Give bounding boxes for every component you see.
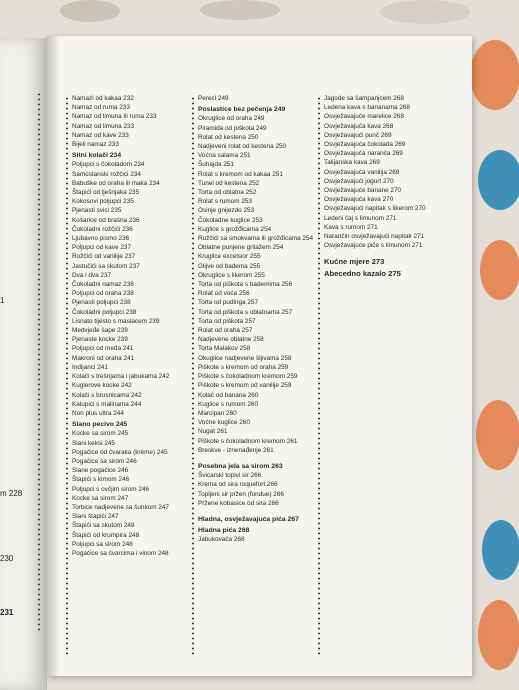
index-entry: Poljupci s ovčjim sirom 246 xyxy=(72,485,150,493)
index-entry: Košarice od brašna 236 xyxy=(72,216,140,224)
index-entry: Osvježavajući jogurt 270 xyxy=(324,177,394,185)
index-entry: Nugat 261 xyxy=(198,428,228,436)
index-entry: Ledeni čaj s limunom 271 xyxy=(324,214,397,222)
index-entry: Kolači s trešnjama i jabukama 242 xyxy=(72,373,170,381)
index-entry: Torta od piškota 257 xyxy=(198,317,256,325)
index-entry: Osvježavajuće banane 270 xyxy=(324,187,402,195)
index-spacer xyxy=(198,508,328,513)
index-entry: Osvježavajući punč 269 xyxy=(324,131,392,139)
index-entry: Lisnato tijesto s maslacem 239 xyxy=(72,317,160,325)
index-entry: Poljupci od oraha 238 xyxy=(72,290,134,298)
index-entry: Poljupci od kave 237 xyxy=(72,244,131,252)
index-entry: Šuhajda 251 xyxy=(198,161,234,169)
index-entry: Talijanska kava 269 xyxy=(324,159,380,167)
index-entry: Indijanci 241 xyxy=(72,363,108,371)
index-entry: Namaz od limuna ili ruma 233 xyxy=(72,113,157,121)
index-section-heading: Slano pecivo 245 xyxy=(72,421,128,429)
index-entry: Jagode sa šampanjcem 268 xyxy=(324,95,404,102)
index-entry: Poljupci sa sirom 248 xyxy=(72,540,133,548)
index-entry: Okruglice s likerom 255 xyxy=(198,271,265,279)
index-entry: Medvjeđe šape 239 xyxy=(72,327,128,335)
cloth-pattern-petal xyxy=(478,150,519,210)
index-column-3 xyxy=(324,94,464,278)
index-entry: Nadjeveni rolat od kestena 250 xyxy=(198,143,287,151)
index-entry: Kolači s brusnicama 242 xyxy=(72,391,142,399)
index-entry: Torbice nadjevene sa šunkom 247 xyxy=(72,503,169,511)
index-entry: Namaz od kave 233 xyxy=(72,131,129,139)
index-entry: Čokoladni namaz 238 xyxy=(72,281,134,289)
index-section-heading: Hladna pića 268 xyxy=(198,527,250,535)
index-section-heading: Poslastice bez pečenja 249 xyxy=(198,106,286,114)
index-entry: Okruglice od oraha 249 xyxy=(198,115,265,123)
index-entry: Osvježavajuća čokolada 269 xyxy=(324,141,406,149)
index-entry: Osvježavajuća vanilija 269 xyxy=(324,168,400,176)
index-section-heading: Hladna, osvježavajuća pića 267 xyxy=(198,515,299,523)
index-entry: Oblatne punjene grilažem 254 xyxy=(198,244,284,252)
index-entry: Osvježavajuće piće s limunom 271 xyxy=(324,242,423,250)
left-page-number: 231 xyxy=(0,608,14,617)
index-entry: Bijeli namaz 233 xyxy=(72,141,119,149)
index-entry: Piškote s čokoladnom kremom 259 xyxy=(198,373,298,381)
index-entry: Osvježavajuća kava 268 xyxy=(324,122,394,130)
index-entry: Namaz od limuna 233 xyxy=(72,122,135,130)
index-entry: Štapići od krumpira 248 xyxy=(72,531,140,539)
index-entry: Osinje gnijezdo 253 xyxy=(198,207,255,215)
cloth-pattern-petal xyxy=(470,40,519,110)
index-entry: Rolat od kestena 250 xyxy=(198,133,259,141)
index-entry: Čokoladni poljupci 238 xyxy=(72,308,137,316)
index-entry: Piškote s kremom od vanilije 259 xyxy=(198,382,292,390)
index-entry: Tunel od kestena 252 xyxy=(198,179,260,187)
cloth-pattern-petal xyxy=(476,400,519,470)
index-entry: Kuglice s rumom 260 xyxy=(198,400,259,408)
index-entry: Voćna salama 251 xyxy=(198,152,251,160)
index-entry: Glijve od badema 255 xyxy=(198,262,261,270)
index-entry: Breskve - iznenađenje 261 xyxy=(198,446,274,454)
index-entry: Pogačice sa čvarcima i vinom 248 xyxy=(72,549,169,557)
index-entry: Perecl 249 xyxy=(198,95,229,102)
index-entry: Narančin osvježavajući napitak 271 xyxy=(324,233,425,241)
index-entry: Osvježavajuće marelice 268 xyxy=(324,113,404,121)
index-spacer xyxy=(198,455,328,460)
left-page-number: 1 xyxy=(0,296,5,305)
index-entry: Kocke sa sirom 245 xyxy=(72,430,129,438)
index-entry: Non plus ultra 244 xyxy=(72,409,124,417)
cloth-pattern-petal xyxy=(480,240,519,300)
index-entry: Piškote s čokoladnom kremom 261 xyxy=(198,437,298,445)
index-entry: Nadjevene oblatne 258 xyxy=(198,336,264,344)
index-section-heading: Posebna jela sa sirom 263 xyxy=(198,462,283,470)
index-entry: Babuške od oraha ili maka 234 xyxy=(72,179,160,187)
index-entry: Jabukovača 268 xyxy=(198,536,245,544)
index-entry: Torta od oblatna 252 xyxy=(198,189,257,197)
index-entry: Namaz od ruma 233 xyxy=(72,104,130,112)
left-page-number: 230 xyxy=(0,554,14,563)
index-entry: Osvježavajuća kava 270 xyxy=(324,196,394,204)
index-chapter-heading: Kućne mjere 273 xyxy=(324,257,385,267)
cloth-pattern-petal xyxy=(60,0,120,22)
index-entry: Voćne kuglice 260 xyxy=(198,419,250,427)
cloth-pattern-petal xyxy=(478,600,519,670)
index-entry: Štapići s kimom 246 xyxy=(72,476,130,484)
index-entry: Topljeni sir pržen (fondue) 266 xyxy=(198,490,284,498)
index-entry: Osvježavajući napitak s likerom 270 xyxy=(324,205,426,213)
index-entry: Rolat od voća 256 xyxy=(198,290,250,298)
index-chapter-heading: Abecedno kazalo 275 xyxy=(324,268,401,278)
index-entry: Slane pogačice 246 xyxy=(72,467,129,475)
index-entry: Ljubavno pismo 236 xyxy=(72,235,130,243)
index-entry: Torta od piškota s oblatnama 257 xyxy=(198,308,293,316)
index-entry: Jastučići sa skutom 237 xyxy=(72,262,140,270)
index-entry: Pjenasti svici 235 xyxy=(72,207,122,215)
index-entry: Kava s rumom 271 xyxy=(324,223,378,231)
left-page-dotted-rule xyxy=(38,92,40,632)
index-entry: Dva i dva 237 xyxy=(72,271,112,279)
index-entry: Krema od sira roquefort 266 xyxy=(198,481,278,489)
index-entry: Torta od pudinga 257 xyxy=(198,299,259,307)
index-page xyxy=(46,36,472,676)
index-entry: Okuglice nadjevene šljivama 258 xyxy=(198,354,292,362)
index-entry: Torta Malakov 258 xyxy=(198,345,251,353)
index-entry: Pogačice sa sirom 246 xyxy=(72,457,137,465)
index-entry: Osvježavajuća naranča 269 xyxy=(324,150,403,158)
index-entry: Namazi od kakaa 232 xyxy=(72,95,134,102)
index-entry: Piškote s kremom od oraha 259 xyxy=(198,363,289,371)
index-entry: Čokoladne kuglice 253 xyxy=(198,216,263,224)
index-entry: Štapići od lješnjaka 235 xyxy=(72,189,140,197)
index-entry: Kruglice excelsior 255 xyxy=(198,253,261,261)
index-column-1 xyxy=(72,94,202,558)
index-entry: Kuglerove kocke 242 xyxy=(72,382,132,390)
index-entry: Kalupići s malinama 244 xyxy=(72,400,142,408)
index-entry: Švicarski topivi sir 266 xyxy=(198,472,262,480)
index-entry: Samostanski rožčići 234 xyxy=(72,170,141,178)
index-entry: Ledena kava s bananama 268 xyxy=(324,104,410,112)
index-spacer xyxy=(324,250,464,255)
index-column-2 xyxy=(198,94,328,545)
index-entry: Rolat od oraha 257 xyxy=(198,327,253,335)
index-entry: Rolat s rumom 253 xyxy=(198,198,252,206)
cloth-pattern-petal xyxy=(380,0,470,24)
index-entry: Makroni od oraha 241 xyxy=(72,354,135,362)
left-page-number: m 228 xyxy=(0,489,23,498)
cloth-pattern-petal xyxy=(200,0,280,20)
index-entry: Pjenaste kocke 239 xyxy=(72,336,128,344)
index-entry: Torta od piškota s bademima 256 xyxy=(198,281,293,289)
index-entry: Kokosovi poljupci 235 xyxy=(72,198,134,206)
index-entry: Kuglice s grožđicama 254 xyxy=(198,225,272,233)
index-entry: Kocke sa sirom 247 xyxy=(72,494,129,502)
column-dotted-rule xyxy=(66,96,68,656)
index-entry: Rožčići sa smokvama ili grožđicama 254 xyxy=(198,235,314,243)
index-entry: Kolač od banana 260 xyxy=(198,391,259,399)
index-entry: Pogačice od čvaraka (krème) 245 xyxy=(72,448,168,456)
index-entry: Pjenasti poljupci 238 xyxy=(72,299,131,307)
index-entry: Slani štapići 247 xyxy=(72,513,119,521)
index-entry: Piramida od piškota 249 xyxy=(198,124,267,132)
index-entry: Marcipan 260 xyxy=(198,409,237,417)
index-entry: Čokoladni rožčići 236 xyxy=(72,225,133,233)
index-entry: Poljupci od meda 241 xyxy=(72,345,134,353)
index-entry: Štapići sa skutom 248 xyxy=(72,522,135,530)
index-entry: Poljupci s čokoladom 234 xyxy=(72,161,145,169)
index-section-heading: Sitni kolači 234 xyxy=(72,152,122,160)
index-entry: Pržene kobasice od sira 266 xyxy=(198,499,279,507)
index-entry: Slani keksi 245 xyxy=(72,439,115,447)
index-entry: Rožčići od vanilije 237 xyxy=(72,253,136,261)
index-entry: Rolat s kremom od kakaa 251 xyxy=(198,170,283,178)
cloth-pattern-petal xyxy=(482,520,519,580)
